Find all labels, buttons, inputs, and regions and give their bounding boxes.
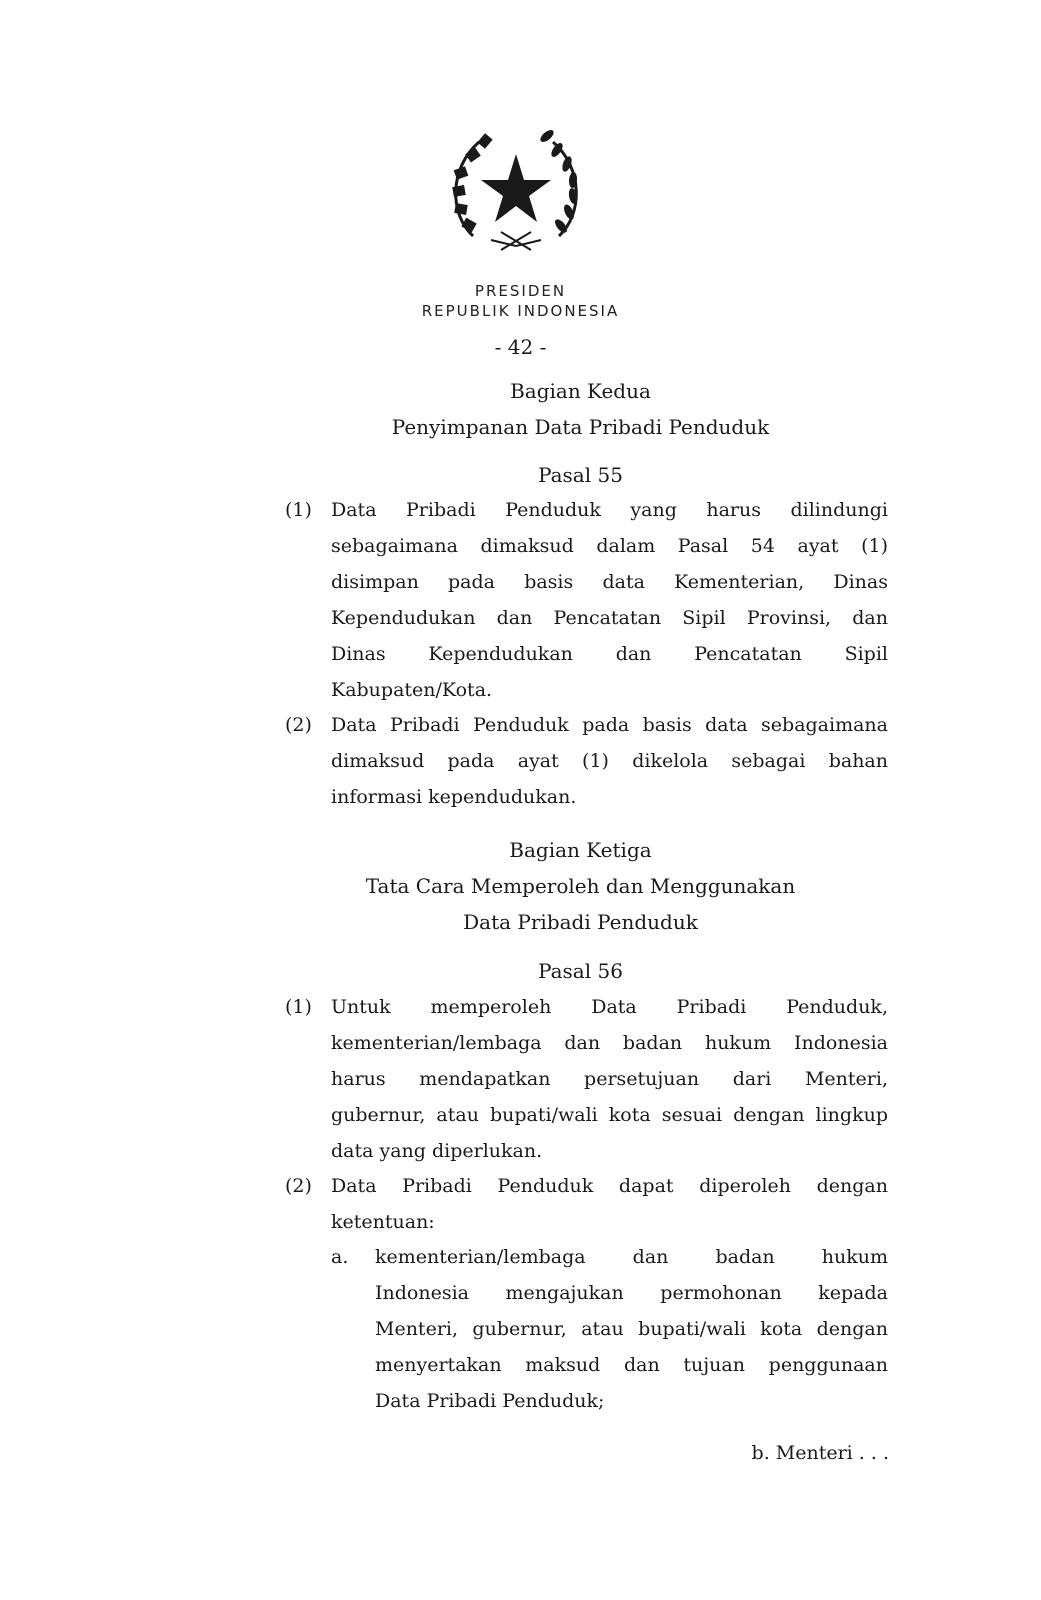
section-title: Tata Cara Memperoleh dan Menggunakan bbox=[365, 874, 796, 898]
item-line: Indonesia mengajukan permohonan kepada bbox=[375, 1282, 888, 1304]
pasal-heading: Pasal 55 bbox=[538, 463, 623, 487]
ayat-line: dimaksud pada ayat (1) dikelola sebagai bahan bbox=[331, 750, 888, 772]
ayat-line: disimpan pada basis data Kementerian, Dinas bbox=[331, 571, 888, 593]
section-title: Data Pribadi Penduduk bbox=[463, 910, 698, 934]
ayat-line: Untuk memperoleh Data Pribadi Penduduk, bbox=[331, 996, 888, 1018]
item-line: Menteri, gubernur, atau bupati/wali kota dengan bbox=[375, 1318, 888, 1340]
section-heading: Bagian Kedua bbox=[510, 379, 651, 403]
ayat-number: (1) bbox=[285, 499, 312, 521]
header-presiden: PRESIDEN bbox=[474, 282, 567, 300]
ayat-line: Data Pribadi Penduduk yang harus dilindungi bbox=[331, 499, 888, 521]
item-line: menyertakan maksud dan tujuan penggunaan bbox=[375, 1354, 888, 1376]
item-letter: a. bbox=[331, 1246, 349, 1268]
ayat-line: Data Pribadi Penduduk dapat diperoleh dengan bbox=[331, 1175, 888, 1197]
header-republik-indonesia: REPUBLIK INDONESIA bbox=[421, 302, 620, 320]
item-line: kementerian/lembaga dan badan hukum bbox=[375, 1246, 888, 1268]
ayat-line: Data Pribadi Penduduk pada basis data sebagaimana bbox=[331, 714, 888, 736]
section-heading: Bagian Ketiga bbox=[509, 838, 652, 862]
item-line: Data Pribadi Penduduk; bbox=[375, 1390, 605, 1412]
ayat-number: (1) bbox=[285, 996, 312, 1018]
ayat-line: data yang diperlukan. bbox=[331, 1140, 543, 1162]
ayat-number: (2) bbox=[285, 714, 312, 736]
section-title: Penyimpanan Data Pribadi Penduduk bbox=[391, 415, 770, 439]
presidential-emblem-icon bbox=[445, 128, 587, 254]
ayat-line: Kabupaten/Kota. bbox=[331, 679, 493, 701]
ayat-line: Kependudukan dan Pencatatan Sipil Provinsi, dan bbox=[331, 607, 888, 629]
ayat-line: kementerian/lembaga dan badan hukum Indonesia bbox=[331, 1032, 888, 1054]
continuation-marker: b. Menteri . . . bbox=[751, 1442, 889, 1464]
ayat-line: informasi kependudukan. bbox=[331, 786, 577, 808]
page-number: - 42 - bbox=[494, 335, 547, 359]
ayat-line: ketentuan: bbox=[331, 1211, 435, 1233]
ayat-line: Dinas Kependudukan dan Pencatatan Sipil bbox=[331, 643, 888, 665]
pasal-heading: Pasal 56 bbox=[538, 959, 623, 983]
ayat-line: harus mendapatkan persetujuan dari Menteri, bbox=[331, 1068, 888, 1090]
ayat-line: gubernur, atau bupati/wali kota sesuai dengan lingkup bbox=[331, 1104, 888, 1126]
ayat-number: (2) bbox=[285, 1175, 312, 1197]
ayat-line: sebagaimana dimaksud dalam Pasal 54 ayat (1) bbox=[331, 535, 888, 557]
